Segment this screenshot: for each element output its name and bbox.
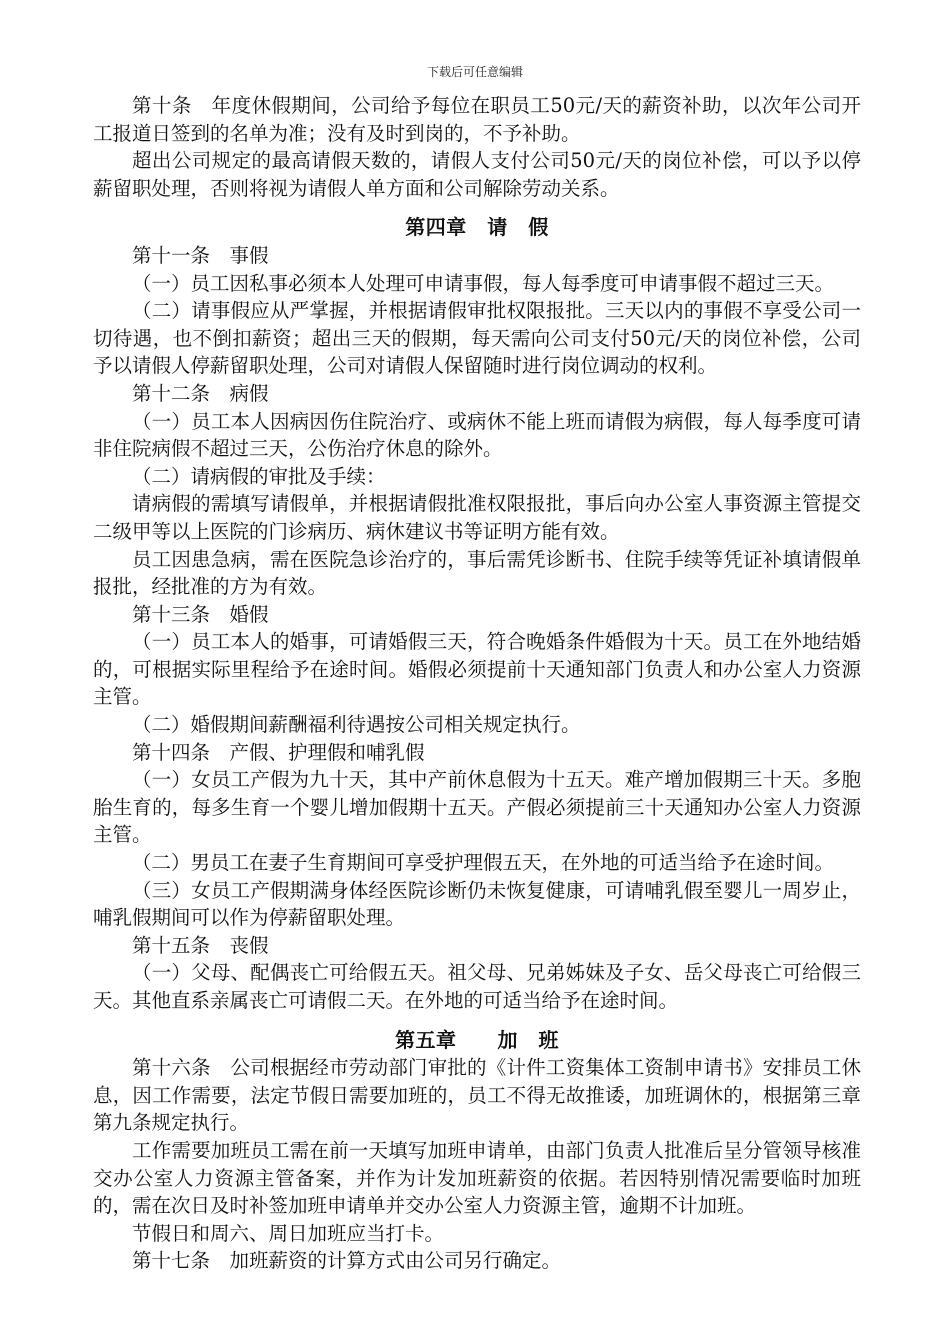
section-gap: [93, 202, 861, 214]
overtime-application: 工作需要加班员工需在前一天填写加班申请单，由部门负责人批准后呈分管领导核准交办公室人力资源主管备案，并作为计发加班薪资的依据。若因特别情况需要临时加班的，需在次日及时补签加班申请单并交办公室人力资源主管，逾期不计加班。: [93, 1138, 861, 1218]
sick-leave-procedure: 请病假的需填写请假单，并根据请假批准权限报批，事后向办公室人事资源主管提交二级甲等以上医院的门诊病历、病休建议书等证明方能有效。: [93, 492, 861, 543]
article-13-item-1: （一）员工本人的婚事，可请婚假三天，符合晚婚条件婚假为十天。员工在外地结婚的，可根据实际里程给予在途时间。婚假必须提前十天通知部门负责人和办公室人力资源主管。: [93, 630, 861, 709]
article-15-item-1: （一）父母、配偶丧亡可给假五天。祖父母、兄弟姊妹及子女、岳父母丧亡可给假三天。其他直系亲属丧亡可请假二天。在外地的可适当给予在途时间。: [93, 961, 861, 1012]
article-11-heading: 第十一条 事假: [132, 243, 269, 267]
holiday-overtime-clock-in: 节假日和周六、周日加班应当打卡。: [132, 1221, 445, 1245]
page-header: 下载后可任意编辑: [426, 65, 523, 79]
article-13-item-2: （二）婚假期间薪酬福利待遇按公司相关规定执行。: [132, 713, 581, 737]
article-11-item-1: （一）员工因私事必须本人处理可申请事假，每人每季度可申请事假不超过三天。: [132, 271, 835, 295]
chapter-5-heading: 第五章 加 班: [395, 1027, 559, 1052]
section-gap: [93, 1015, 861, 1027]
article-12-item-2: （二）请病假的审批及手续：: [132, 464, 386, 488]
paragraph-over-limit-compensation: 超出公司规定的最高请假天数的，请假人支付公司50元/天的岗位补偿，可以予以停薪留职处理，否则将视为请假人单方面和公司解除劳动关系。: [93, 149, 861, 200]
article-17: 第十七条 加班薪资的计算方式由公司另行确定。: [132, 1249, 562, 1273]
article-14-item-1: （一）女员工产假为九十天，其中产前休息假为十五天。难产增加假期三十天。多胞胎生育的，每多生育一个婴儿增加假期十五天。产假必须提前三十天通知办公室人力资源主管。: [93, 768, 861, 847]
article-14-item-2: （二）男员工在妻子生育期间可享受护理假五天，在外地的可适当给予在途时间。: [132, 851, 835, 875]
article-12-item-1: （一）员工本人因病因伤住院治疗、或病休不能上班而请假为病假，每人每季度可请非住院病假不超过三天，公伤治疗休息的除外。: [93, 409, 861, 461]
article-16: 第十六条 公司根据经市劳动部门审批的《计件工资集体工资制申请书》安排员工休息，因工作需要，法定节假日需要加班的，员工不得无故推诿，加班调休的，根据第三章第九条规定执行。: [93, 1056, 861, 1135]
emergency-sick-leave: 员工因患急病，需在医院急诊治疗的，事后需凭诊断书、住院手续等凭证补填请假单报批，经批准的方为有效。: [93, 547, 861, 599]
chapter-4-heading: 第四章 请 假: [405, 215, 549, 240]
article-11-item-2: （二）请事假应从严掌握，并根据请假审批权限报批。三天以内的事假不享受公司一切待遇，也不倒扣薪资；超出三天的假期，每天需向公司支付50元/天的岗位补偿，公司予以请假人停薪留职处理，公司对请假人保留随时进行岗位调动的权利。: [93, 299, 861, 378]
article-14-item-3: （三）女员工产假期满身体经医院诊断仍未恢复健康，可请哺乳假至婴儿一周岁止，哺乳假期间可以作为停薪留职处理。: [93, 878, 861, 930]
article-13-heading: 第十三条 婚假: [132, 602, 269, 626]
document-body: [93, 92, 861, 1275]
article-15-heading: 第十五条 丧假: [132, 933, 269, 957]
article-12-heading: 第十二条 病假: [132, 381, 269, 405]
article-10: 第十条 年度休假期间，公司给予每位在职员工50元/天的薪资补助，以次年公司开工报道日签到的名单为准；没有及时到岗的，不予补助。: [93, 94, 861, 145]
article-14-heading: 第十四条 产假、护理假和哺乳假: [132, 740, 425, 764]
